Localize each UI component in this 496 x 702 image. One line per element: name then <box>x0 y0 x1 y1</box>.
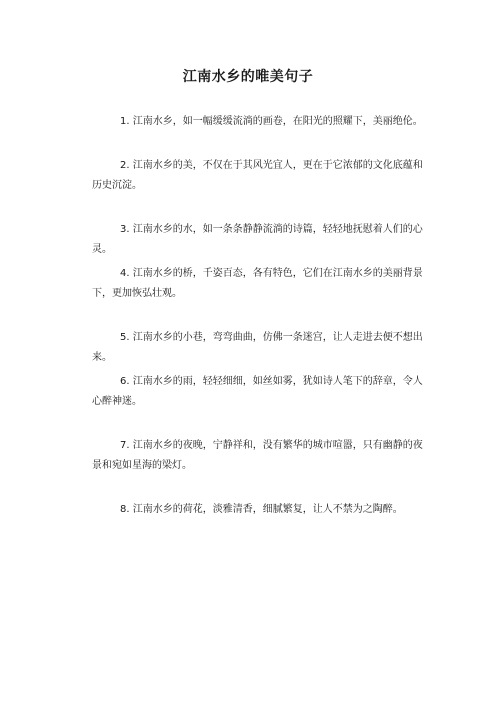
list-item <box>92 500 428 520</box>
item-number: 7. <box>120 440 133 451</box>
item-number: 8. <box>120 504 133 515</box>
item-text: 江南水乡的夜晚，宁静祥和，没有繁华的城市喧嚣，只有幽静的夜景和宛如星海的梁灯。 <box>92 440 423 471</box>
item-number: 3. <box>120 224 133 235</box>
item-text: 江南水乡的雨，轻轻细细，如丝如雾，犹如诗人笔下的辞章，令人心醉神迷。 <box>92 376 423 407</box>
item-text: 江南水乡的荷花，淡雅清香，细腻繁复，让人不禁为之陶醉。 <box>132 504 403 515</box>
document-title: 江南水乡的唯美句子 <box>182 69 314 85</box>
item-number: 6. <box>120 376 133 387</box>
item-text: 江南水乡的桥，千姿百态，各有特色，它们在江南水乡的美丽背景下，更加恢弘壮观。 <box>92 268 423 299</box>
item-text: 江南水乡，如一幅缓缓流淌的画卷，在阳光的照耀下，美丽绝伦。 <box>132 116 423 127</box>
list-item <box>92 112 428 132</box>
item-text: 江南水乡的水，如一条条静静流淌的诗篇，轻轻地抚慰着人们的心灵。 <box>92 224 423 255</box>
item-text: 江南水乡的小巷，弯弯曲曲，仿佛一条迷宫，让人走进去便不想出来。 <box>92 332 423 363</box>
item-number: 2. <box>120 160 133 171</box>
item-text: 江南水乡的美，不仅在于其风光宜人，更在于它浓郁的文化底蕴和历史沉淀。 <box>92 160 423 191</box>
list-item <box>92 436 428 476</box>
list-item <box>92 156 428 196</box>
item-number: 5. <box>120 332 133 343</box>
item-number: 4. <box>120 268 133 279</box>
list-item <box>92 328 428 368</box>
list-item <box>92 220 428 260</box>
list-item <box>92 264 428 304</box>
list-item <box>92 372 428 412</box>
item-number: 1. <box>120 116 133 127</box>
